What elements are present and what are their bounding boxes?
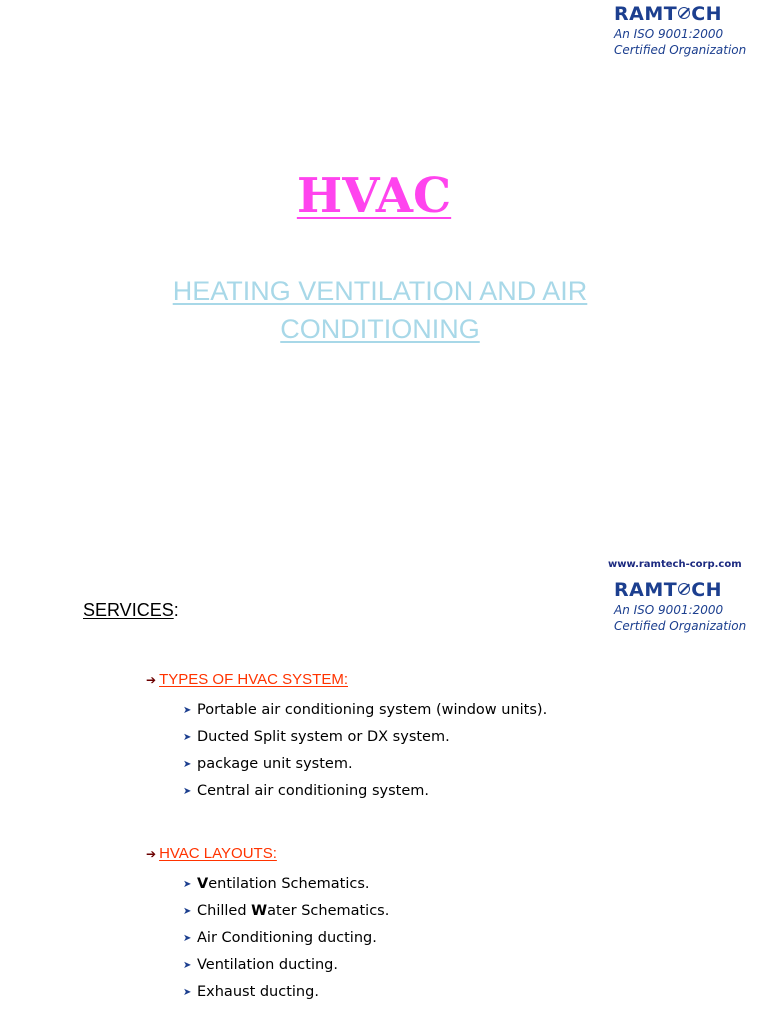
chevron-right-icon: ➤	[183, 906, 192, 917]
logo-brand: RAMT CH	[614, 3, 723, 25]
ramtech-logo	[614, 2, 764, 58]
chevron-right-icon: ➤	[183, 786, 192, 797]
list-item: ➤ Chilled Water Schematics.	[183, 898, 389, 925]
page-title: HVAC	[296, 168, 452, 224]
chevron-right-icon: ➤	[183, 933, 192, 944]
section-heading-layouts: ➔ HVAC LAYOUTS:	[146, 845, 277, 862]
logo-certified-line: Certified Organization	[614, 619, 747, 633]
page-two	[0, 540, 768, 1024]
logo-iso-line: An ISO 9001:2000	[614, 27, 724, 41]
chevron-right-icon: ➤	[183, 732, 192, 743]
page-subtitle: HEATING VENTILATION AND AIR CONDITIONING	[172, 276, 588, 344]
logo-certified-line: Certified Organization	[614, 43, 747, 57]
list-item: ➤ Central air conditioning system.	[183, 778, 547, 805]
chevron-right-icon: ➤	[183, 987, 192, 998]
list-item: ➤ package unit system.	[183, 751, 547, 778]
chevron-right-icon: ➤	[183, 960, 192, 971]
section-heading-types: ➔ TYPES OF HVAC SYSTEM:	[146, 671, 348, 688]
ramtech-logo	[614, 578, 764, 634]
list-item: ➤ Portable air conditioning system (window units).	[183, 697, 547, 724]
arrow-down-icon: ➔	[146, 673, 157, 687]
chevron-right-icon: ➤	[183, 879, 192, 890]
list-item: ➤ Ducted Split system or DX system.	[183, 724, 547, 751]
logo-iso-line: An ISO 9001:2000	[614, 603, 724, 617]
services-heading: SERVICES:	[83, 600, 179, 620]
list-item: ➤ Ventilation Schematics.	[183, 871, 389, 898]
logo-o-mark-icon	[678, 583, 690, 595]
list-item: ➤ Ventilation ducting.	[183, 952, 389, 979]
chevron-right-icon: ➤	[183, 759, 192, 770]
list-item: ➤ Air Conditioning ducting.	[183, 925, 389, 952]
chevron-right-icon: ➤	[183, 705, 192, 716]
arrow-down-icon: ➔	[146, 847, 157, 861]
logo-o-mark-icon	[678, 7, 690, 19]
website-link[interactable]: www.ramtech-corp.com	[608, 559, 742, 570]
logo-brand: RAMT CH	[614, 579, 723, 601]
list-item: ➤ Exhaust ducting.	[183, 979, 389, 1006]
layouts-list	[183, 871, 389, 1006]
types-list	[183, 697, 547, 805]
